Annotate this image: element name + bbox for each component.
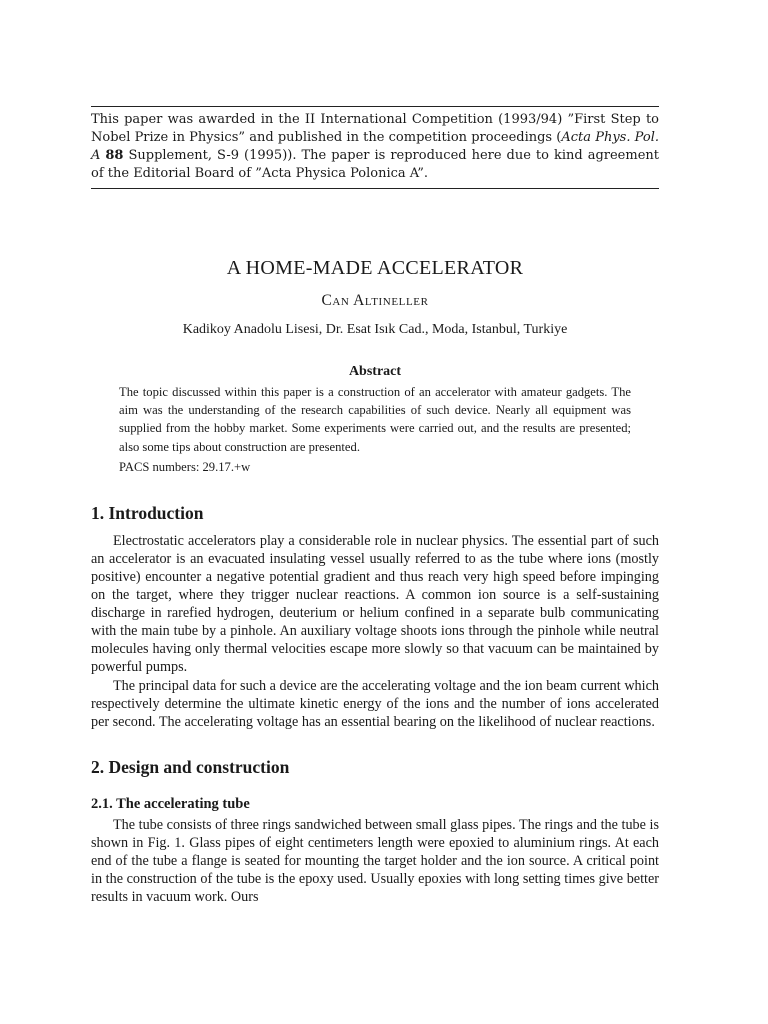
- intro-paragraph-1: Electrostatic accelerators play a considerable role in nuclear physics. The essential part of such an accelerator is an evacuated insulating vessel usually referred to as the tube where ions (mostly positive) encounter a negative potential gradient and thus reach very high speed before impinging on the target, where they trigger nuclear reactions. A common ion source is a self-sustaining discharge in rarefied hydrogen, deuterium or helium confined in a separate bulb communicating with the main tube by a pinhole. An auxiliary voltage shoots ions through the pinhole while neutral molecules having only thermal velocities escape more slowly so that vacuum can be maintained by powerful pumps.: [91, 532, 659, 676]
- subsection-heading-tube: 2.1. The accelerating tube: [91, 795, 250, 812]
- notice-text-end: Supplement, S-9 (1995)). The paper is reproduced here due to kind agreement of the Editorial Board of ”Acta Physica Polonica A”.: [91, 148, 659, 181]
- tube-paragraph-1: The tube consists of three rings sandwiched between small glass pipes. The rings and the tube is shown in Fig. 1. Glass pipes of eight centimeters length were epoxied to aluminium rings. At each end of the tube a flange is seated for mounting the target holder and the ion source. A critical point in the construction of the tube is the epoxy used. Usually epoxies with long setting times give better results in vacuum work. Ours: [91, 816, 659, 906]
- author-name: Can Altineller: [321, 292, 429, 309]
- notice-text-start: This paper was awarded in the II International Competition (1993/94) ”First Step to Nobel Prize in Physics” and published in the competition proceedings (: [91, 112, 659, 145]
- intro-paragraph-2: The principal data for such a device are the accelerating voltage and the ion beam current which respectively determine the ultimate kinetic energy of the ions and the number of ions accelerated per second. The accelerating voltage has an essential bearing on the likelihood of nuclear reactions.: [91, 677, 659, 730]
- notice-volume: 88: [105, 148, 124, 163]
- paper-page: [91, 0, 659, 906]
- paper-title: A HOME-MADE ACCELERATOR: [226, 257, 524, 279]
- bottom-rule: [91, 188, 659, 189]
- abstract-heading: Abstract: [348, 364, 402, 379]
- abstract-text: The topic discussed within this paper is a construction of an accelerator with amateur gadgets. The aim was the understanding of the research capabilities of such device. Nearly all equipment was supplied from the hobby market. Some experiments were carried out, and the results are presented; also some tips about construction are presented.: [119, 385, 631, 454]
- section-heading-introduction: 1. Introduction: [91, 502, 204, 523]
- award-notice: [91, 107, 659, 188]
- pacs-numbers: PACS numbers: 29.17.+w: [119, 459, 251, 474]
- section-heading-design: 2. Design and construction: [91, 756, 290, 777]
- author-affiliation: Kadikoy Anadolu Lisesi, Dr. Esat Isık Cad., Moda, Istanbul, Turkiye: [182, 322, 568, 337]
- notice-journal: Acta Phys. Pol. A: [91, 130, 660, 163]
